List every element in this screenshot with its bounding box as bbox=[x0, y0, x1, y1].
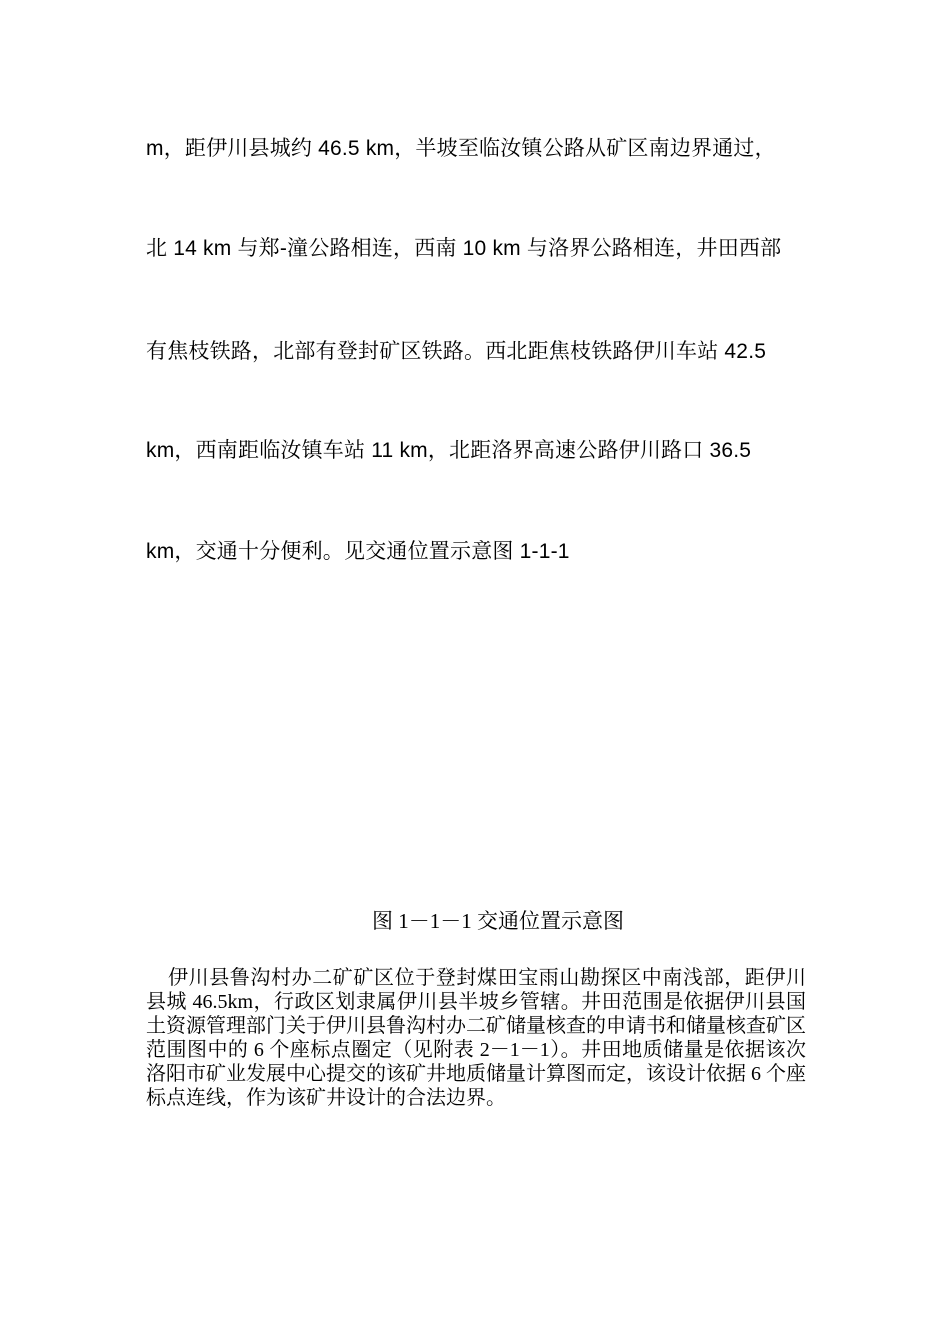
text-line: km，交通十分便利。见交通位置示意图 1-1-1 bbox=[146, 540, 570, 563]
text-line: m，距伊川县城约 46.5 km，半坡至临汝镇公路从矿区南边界通过， bbox=[146, 137, 776, 160]
figure-caption: 图 1－1－1 交通位置示意图 bbox=[372, 909, 624, 933]
text-line: 北 14 km 与郑-潼公路相连，西南 10 km 与洛界公路相连，井田西部 bbox=[146, 237, 782, 260]
text-line: km，西南距临汝镇车站 11 km，北距洛界高速公路伊川路口 36.5 bbox=[146, 439, 752, 462]
body-paragraph: 伊川县鲁沟村办二矿矿区位于登封煤田宝雨山勘探区中南浅部，距伊川县城 46.5km，行政区划隶属伊川县半坡乡管辖。井田范围是依据伊川县国土资源管理部门关于伊川县鲁沟村办二矿储量核查的申请书和储量核查矿区范围图中的 6 个座标点圈定（见附表 2－1－1）。井田地质储量是依据该次洛阳市矿业发展中心提交的该矿井地质储量计算图而定，该设计依据 6 个座标点连线，作为该矿井设计的合法边界。 bbox=[146, 967, 806, 1109]
text-line: 有焦枝铁路，北部有登封矿区铁路。西北距焦枝铁路伊川车站 42.5 bbox=[146, 340, 767, 363]
